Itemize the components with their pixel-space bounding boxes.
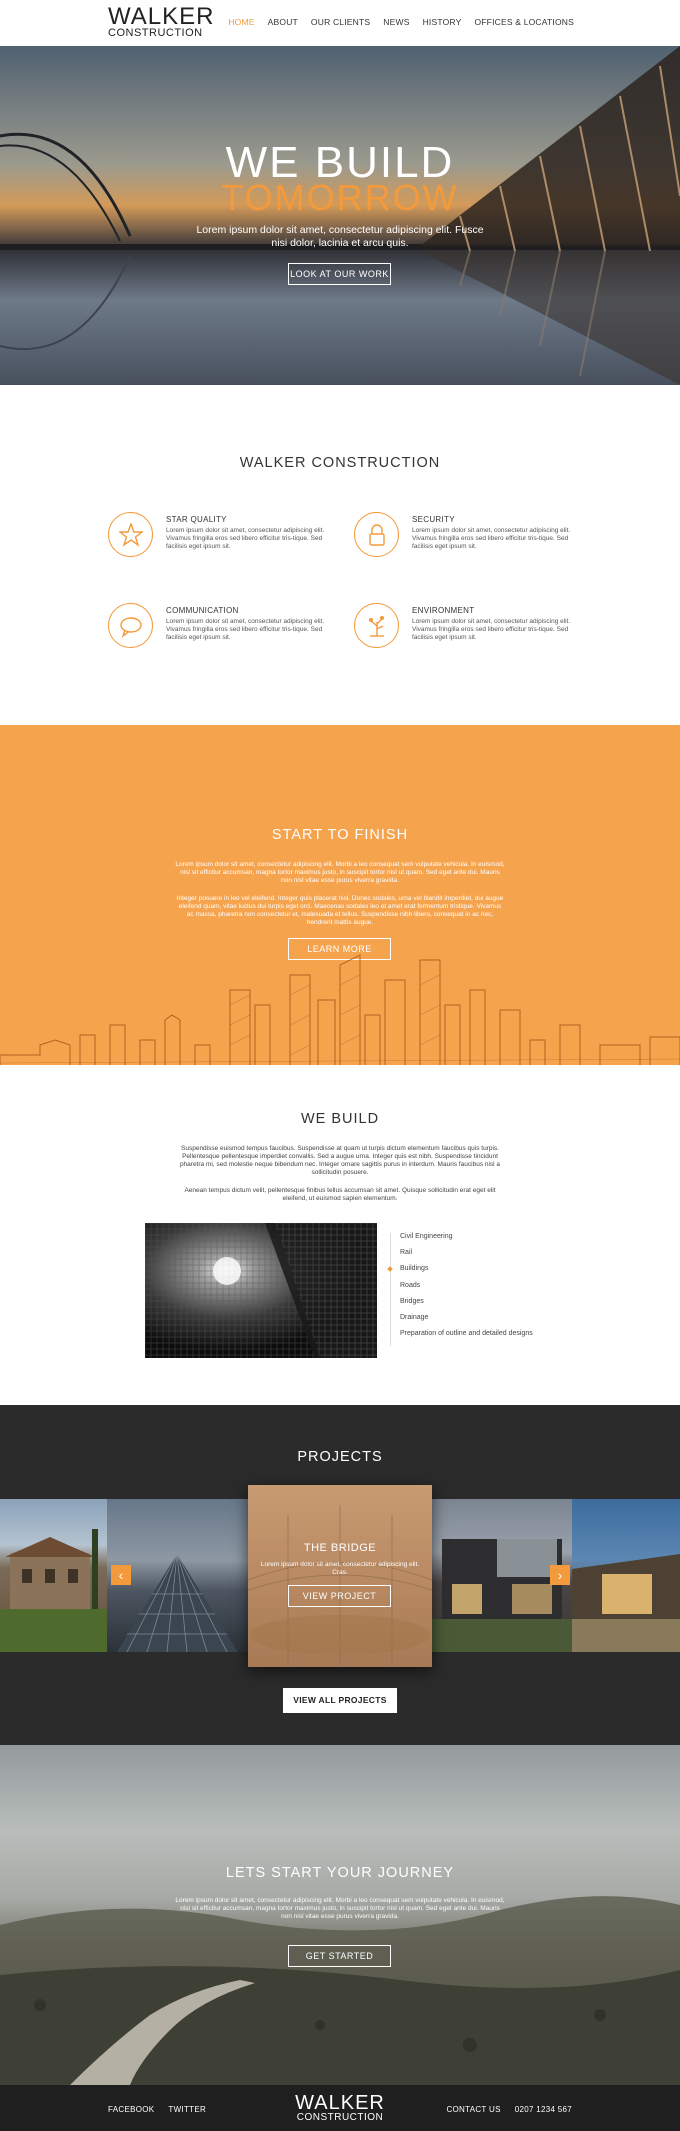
featured-project-card[interactable] — [248, 1485, 432, 1667]
start-to-finish-section — [0, 725, 680, 1065]
nav-about[interactable]: ABOUT — [267, 17, 298, 27]
look-at-our-work-button[interactable]: LOOK AT OUR WORK — [288, 263, 391, 285]
facebook-link[interactable]: FACEBOOK — [108, 2105, 155, 2114]
services-list — [390, 1233, 540, 1346]
twitter-link[interactable]: TWITTER — [168, 2105, 207, 2114]
feature-text: Lorem ipsum dolor sit amet, consectetur adipiscing elit. Vivamus fringilla eros sed libero efficitur tris-tique. Sed facilisis eget ipsum sit. — [166, 618, 325, 641]
finish-title: START TO FINISH — [271, 827, 409, 843]
logo[interactable] — [108, 5, 214, 39]
featured-project-title: THE BRIDGE — [303, 1542, 377, 1554]
service-item-active[interactable]: Buildings — [391, 1265, 540, 1281]
service-item[interactable]: Bridges — [400, 1297, 424, 1305]
speech-bubble-icon — [108, 603, 153, 648]
feature-title: SECURITY — [412, 515, 455, 524]
features-title: WALKER CONSTRUCTION — [239, 455, 441, 471]
we-build-paragraph-1: Suspendisse euismod tempus faucibus. Suspendisse at quam ut turpis dictum elementum faucibus quis turpis. Pellentesque pellentesque imperdiet convallis. Sed a augue urna. Integer quis est nibh. Suspendisse tincidunt pharetra mi, sed molestie neque bibendum nec. Integer ornare sagittis purus in interdum. Mauris faucibus nisl a sollicitudin posuere. — [179, 1145, 501, 1176]
learn-more-button[interactable]: LEARN MORE — [288, 938, 391, 960]
finish-paragraph-1: Lorem ipsum dolor sit amet, consectetur adipiscing elit. Morbi a leo consequat sem vulputate vehicula. In euismod, nisl sit efficitur accumsan, magna tortor maximus justo, in suscipit tortor nisl ut quam. Sed eget ante dui. Mauris non nisl vitae esse purus viverra gravida. — [175, 861, 505, 884]
lock-icon — [354, 512, 399, 557]
finish-paragraph-2: Integer posuere in leo vel eleifend. Integer quis placerat nisl. Donec sodales, urna vel blandit imperdiet, dui augue eleifend quam, vitae luctus dui turpis eget orci. Maecenas sodales leo et amet erat fermentum tristique. Vivamus ac massa, pharetra non consectetur et, malesuada et tellus. Suspendisse nibh libero, consequat in ac nec, hendrerit mattis augue. — [176, 895, 504, 926]
logo-line1: WALKER — [108, 3, 215, 30]
feature-title: ENVIRONMENT — [412, 606, 475, 615]
nav-history[interactable]: HISTORY — [422, 17, 462, 27]
nav-home[interactable]: HOME — [228, 17, 255, 27]
service-item[interactable]: Roads — [400, 1281, 421, 1289]
we-build-title: WE BUILD — [300, 1111, 380, 1127]
hero-text: Lorem ipsum dolor sit amet, consectetur adipiscing elit. Fusce nisi dolor, lacinia et arcu quis. — [196, 224, 484, 249]
hero-title: WE BUILD — [225, 138, 455, 187]
footer-logo-line1: WALKER — [295, 2092, 385, 2114]
footer-contact — [446, 2105, 572, 2114]
service-item[interactable]: Preparation of outline and detailed designs — [400, 1330, 533, 1338]
service-item[interactable]: Drainage — [400, 1313, 429, 1321]
journey-text: Lorem ipsum dolor sit amet, consectetur adipiscing elit. Morbi a leo consequat sem vulputate vehicula. In euismod, nisl sit efficitur accumsan, magna tortor maximus justo, in suscipit tortor nisl ut quam. Sed eget ante dui. Mauris non nisl vitae esse purus viverra gravida. — [175, 1897, 505, 1920]
site-header — [0, 0, 680, 46]
star-icon — [108, 512, 153, 557]
features-section — [0, 385, 680, 725]
hero-subtitle: TOMORROW — [221, 177, 459, 218]
nav-news[interactable]: NEWS — [383, 17, 410, 27]
feature-text: Lorem ipsum dolor sit amet, consectetur adipiscing elit. Vivamus fringilla eros sed libero efficitur tris-tique. Sed facilisis eget ipsum sit. — [412, 527, 571, 550]
footer-logo-line2: CONSTRUCTION — [296, 2112, 384, 2123]
building-perspective-image — [145, 1223, 377, 1358]
feature-text: Lorem ipsum dolor sit amet, consectetur adipiscing elit. Vivamus fringilla eros sed libero efficitur tris-tique. Sed facilisis eget ipsum sit. — [412, 618, 571, 641]
featured-project-text: Lorem ipsum dolor sit amet, consectetur adipiscing elit. Cras. — [260, 1561, 420, 1576]
feature-star-quality — [108, 512, 348, 572]
main-nav — [228, 17, 574, 27]
feature-environment — [354, 603, 594, 663]
projects-title: PROJECTS — [297, 1449, 383, 1465]
feature-title: COMMUNICATION — [166, 606, 239, 615]
feature-communication — [108, 603, 348, 663]
journey-title: LETS START YOUR JOURNEY — [225, 1865, 455, 1881]
carousel-prev-button[interactable]: ‹ — [111, 1565, 131, 1585]
hero-section — [0, 46, 680, 385]
site-footer — [0, 2085, 680, 2131]
feature-title: STAR QUALITY — [166, 515, 227, 524]
project-tile-villa[interactable] — [572, 1499, 680, 1652]
service-item[interactable]: Rail — [400, 1249, 413, 1257]
logo-line2: CONSTRUCTION — [108, 27, 203, 39]
feature-security — [354, 512, 594, 572]
get-started-button[interactable]: GET STARTED — [288, 1945, 391, 1967]
projects-section — [0, 1405, 680, 1745]
view-project-button[interactable]: VIEW PROJECT — [288, 1585, 391, 1607]
nav-offices-locations[interactable]: OFFICES & LOCATIONS — [474, 17, 574, 27]
feature-text: Lorem ipsum dolor sit amet, consectetur adipiscing elit. Vivamus fringilla eros sed libero efficitur tris-tique. Sed facilisis eget ipsum sit. — [166, 527, 325, 550]
footer-logo[interactable] — [0, 2093, 680, 2123]
phone-number: 0207 1234 567 — [514, 2105, 572, 2114]
contact-us-link[interactable]: CONTACT US — [446, 2105, 501, 2114]
nav-our-clients[interactable]: OUR CLIENTS — [310, 17, 371, 27]
service-item[interactable]: Civil Engineering — [400, 1233, 453, 1240]
view-all-projects-button[interactable]: VIEW ALL PROJECTS — [283, 1688, 397, 1713]
tree-icon — [354, 603, 399, 648]
journey-section — [0, 1745, 680, 2085]
we-build-paragraph-2: Aenean tempus dictum velit, pellentesque finibus tellus accumsan sit amet. Quisque sollicitudin erat eget elit eleifend, ut euismod sapien elementum. — [184, 1187, 496, 1202]
carousel-next-button[interactable]: › — [550, 1565, 570, 1585]
we-build-section — [0, 1065, 680, 1405]
project-tile-stone-house[interactable] — [0, 1499, 107, 1652]
city-skyline-illustration — [0, 945, 680, 1065]
